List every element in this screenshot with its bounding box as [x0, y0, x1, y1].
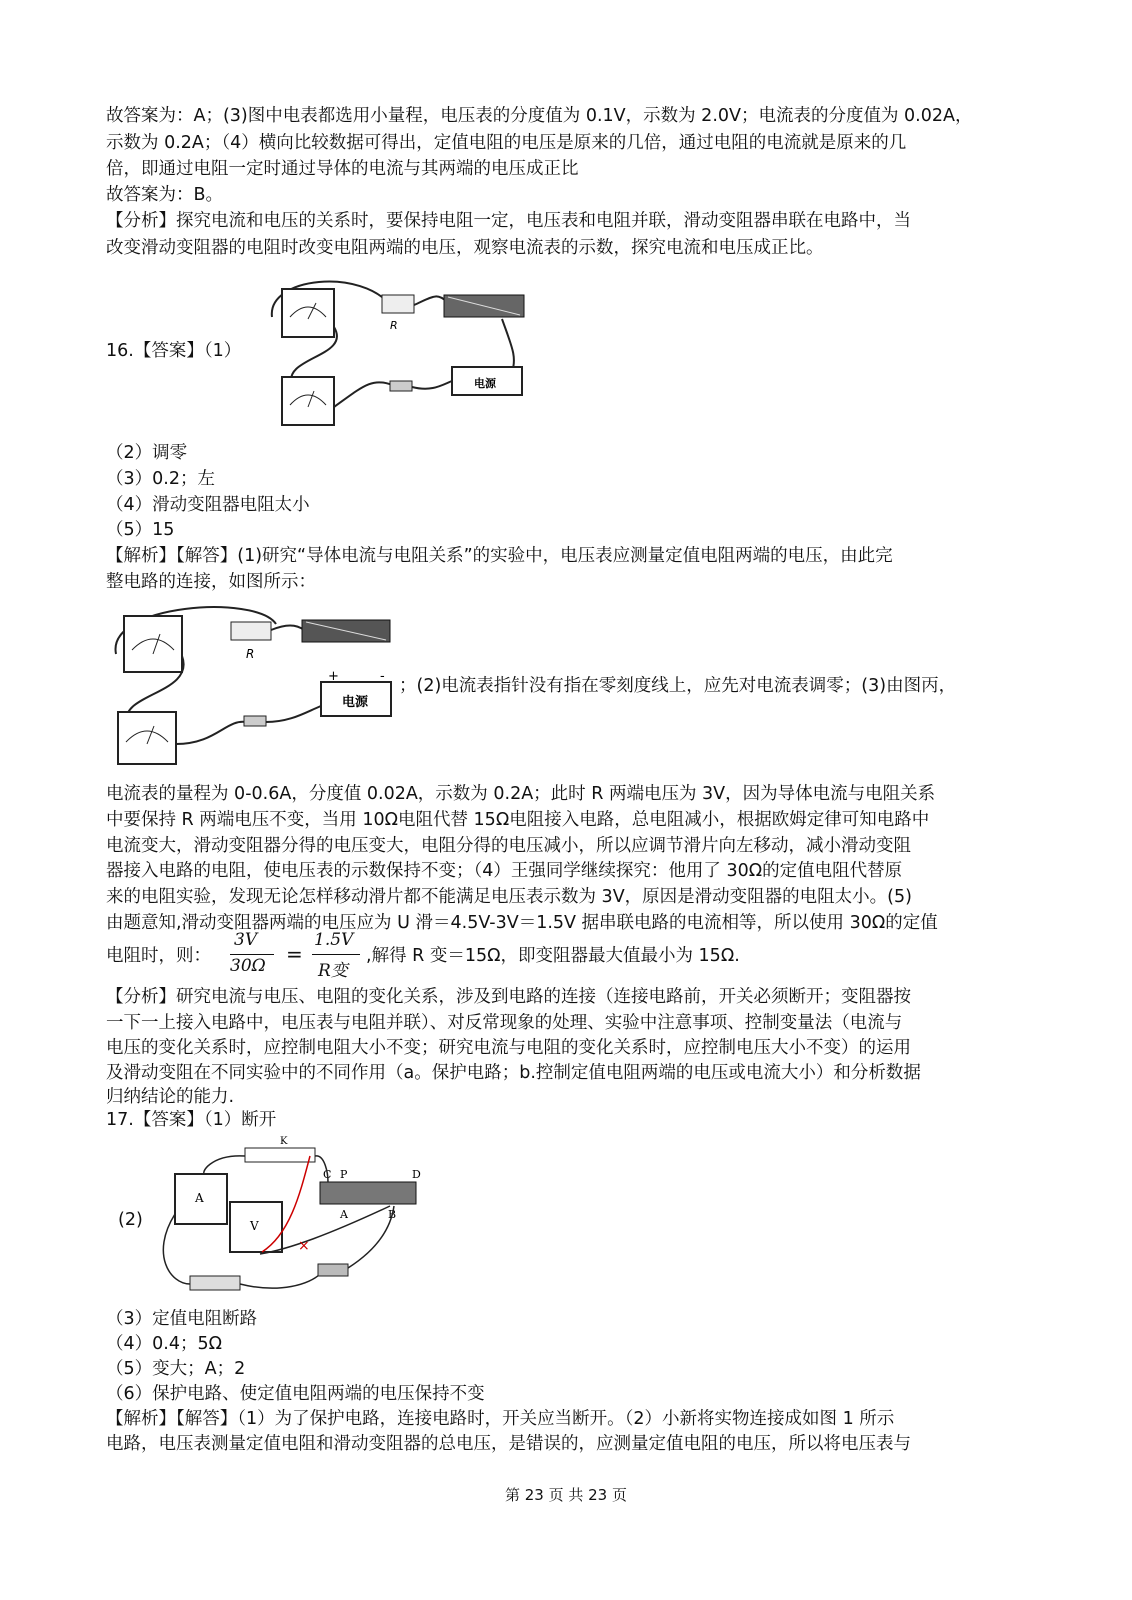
- text-line: 倍，即通过电阻一定时通过导体的电流与其两端的电压成正比: [106, 159, 579, 179]
- text-line: 【解析】【解答】(1)研究“导体电流与电阻关系”的实验中，电压表应测量定值电阻两端的电压，由此完: [106, 546, 893, 566]
- switch-icon: [318, 1264, 348, 1276]
- text-line: （2）调零: [106, 443, 188, 463]
- text-line: 【解析】【解答】（1）为了保护电路，连接电路时，开关应当断开。（2）小新将实物连接成如图 1 所示: [106, 1409, 895, 1429]
- text-line: 整电路的连接，如图所示：: [106, 572, 316, 592]
- formula-right-denominator: R变: [318, 961, 348, 981]
- rheostat-icon: [320, 1182, 416, 1204]
- formula-left-denominator: 30Ω: [230, 956, 266, 976]
- svg-text:电源: 电源: [342, 695, 369, 710]
- text-line: 电流变大，滑动变阻器分得的电压变大，电阻分得的电压减小，所以应调节滑片向左移动，减小滑动变阻: [106, 836, 911, 856]
- text-line: 改变滑动变阻器的电阻时改变电阻两端的电压，观察电流表的示数，探究电流和电压成正比。: [106, 238, 824, 258]
- battery-icon: [190, 1276, 240, 1290]
- ammeter-icon: [282, 377, 334, 425]
- page-footer: 第 23 页 共 23 页: [504, 1486, 627, 1504]
- text-line: （4）0.4；5Ω: [106, 1334, 222, 1354]
- svg-text:C: C: [323, 1168, 332, 1181]
- formula-right-numerator: 1.5V: [314, 930, 354, 950]
- text-line: 电流表的量程为 0-0.6A，分度值 0.02A，示数为 0.2A；此时 R 两端电压为 3V，因为导体电流与电阻关系: [106, 784, 936, 804]
- circuit-figure-3: [150, 1134, 434, 1304]
- svg-text:P: P: [340, 1168, 348, 1181]
- text-line: 来的电阻实验，发现无论怎样移动滑片都不能满足电压表示数为 3V，原因是滑动变阻器的电阻太小。(5): [106, 887, 912, 907]
- resistor-icon: [231, 622, 271, 640]
- text-line: 故答案为：A；(3)图中电表都选用小量程，电压表的分度值为 0.1V，示数为 2.0V；电流表的分度值为 0.02A，: [106, 106, 973, 126]
- svg-text:R: R: [246, 647, 255, 661]
- svg-text:+: +: [328, 669, 339, 684]
- voltmeter-icon: [282, 289, 334, 337]
- text-line: （5）变大；A；2: [106, 1359, 246, 1379]
- svg-text:K: K: [280, 1136, 288, 1147]
- svg-text:A: A: [340, 1208, 348, 1221]
- svg-text:R: R: [390, 319, 398, 332]
- q16-answer-heading: 16.【答案】（1）: [106, 341, 242, 361]
- formula-equals: =: [286, 942, 303, 966]
- text-line: 故答案为：B。: [106, 185, 224, 205]
- ammeter-icon: [118, 712, 176, 764]
- svg-text:×: ×: [298, 1238, 310, 1254]
- q17-answer-heading: 17.【答案】（1）断开: [106, 1110, 277, 1130]
- text-line: ,解得 R 变＝15Ω，即变阻器最大值最小为 15Ω.: [366, 946, 740, 966]
- switch-icon: [244, 716, 266, 726]
- text-line: 示数为 0.2A；（4）横向比较数据可得出，定值电阻的电压是原来的几倍，通过电阻的电流就是原来的几: [106, 133, 907, 153]
- text-line: ；(2)电流表指针没有指在零刻度线上，应先对电流表调零；(3)由图丙，: [399, 676, 957, 696]
- text-line: 电压的变化关系时，应控制电阻大小不变；研究电流与电阻的变化关系时，应控制电压大小不变）的运用: [106, 1038, 911, 1058]
- resistor-icon: [382, 295, 414, 313]
- svg-text:V: V: [250, 1219, 259, 1233]
- text-line: 一下一上接入电路中，电压表与电阻并联）、对反常现象的处理、实验中注意事项、控制变量法（电流与: [106, 1013, 903, 1033]
- circuit-figure-2: [106, 594, 398, 774]
- text-line: （5）15: [106, 520, 175, 540]
- voltmeter-icon: [124, 616, 182, 672]
- svg-text:A: A: [195, 1191, 204, 1205]
- svg-text:电源: 电源: [474, 377, 496, 390]
- text-line: 及滑动变阻在不同实验中的不同作用（a。保护电路；b.控制定值电阻两端的电压或电流大小）和分析数据: [106, 1063, 921, 1083]
- text-line: 中要保持 R 两端电压不变，当用 10Ω电阻代替 15Ω电阻接入电路，总电阻减小，根据欧姆定律可知电路中: [106, 810, 930, 830]
- text-line: 【分析】探究电流和电压的关系时，要保持电阻一定，电压表和电阻并联，滑动变阻器串联在电路中，当: [106, 211, 911, 231]
- text-line: 由题意知,滑动变阻器两端的电压应为 U 滑＝4.5V-3V＝1.5V 据串联电路的电流相等，所以使用 30Ω的定值: [106, 913, 938, 933]
- text-line: （3）0.2；左: [106, 469, 215, 489]
- circuit-figure-1: [262, 267, 534, 437]
- svg-text:B: B: [388, 1208, 397, 1221]
- text-line: (2): [118, 1210, 143, 1230]
- svg-text:-: -: [380, 669, 385, 684]
- switch-icon: [390, 381, 412, 391]
- text-line: 归纳结论的能力.: [106, 1087, 235, 1107]
- formula-left-numerator: 3V: [234, 930, 258, 950]
- svg-text:D: D: [412, 1168, 421, 1181]
- text-line: 电路，电压表测量定值电阻和滑动变阻器的总电压，是错误的，应测量定值电阻的电压，所以将电压表与: [106, 1434, 911, 1454]
- text-line: 【分析】研究电流与电压、电阻的变化关系，涉及到电路的连接（连接电路前，开关必须断开；变阻器按: [106, 987, 911, 1007]
- text-line: （4）滑动变阻器电阻太小: [106, 495, 310, 515]
- text-line: （3）定值电阻断路: [106, 1309, 258, 1329]
- text-line: （6）保护电路、使定值电阻两端的电压保持不变: [106, 1384, 485, 1404]
- text-line: 器接入电路的电阻，使电压表的示数保持不变；（4）王强同学继续探究：他用了 30Ω的定值电阻代替原: [106, 861, 903, 881]
- text-line: 电阻时，则：: [106, 946, 211, 966]
- switch-k-icon: [245, 1148, 315, 1162]
